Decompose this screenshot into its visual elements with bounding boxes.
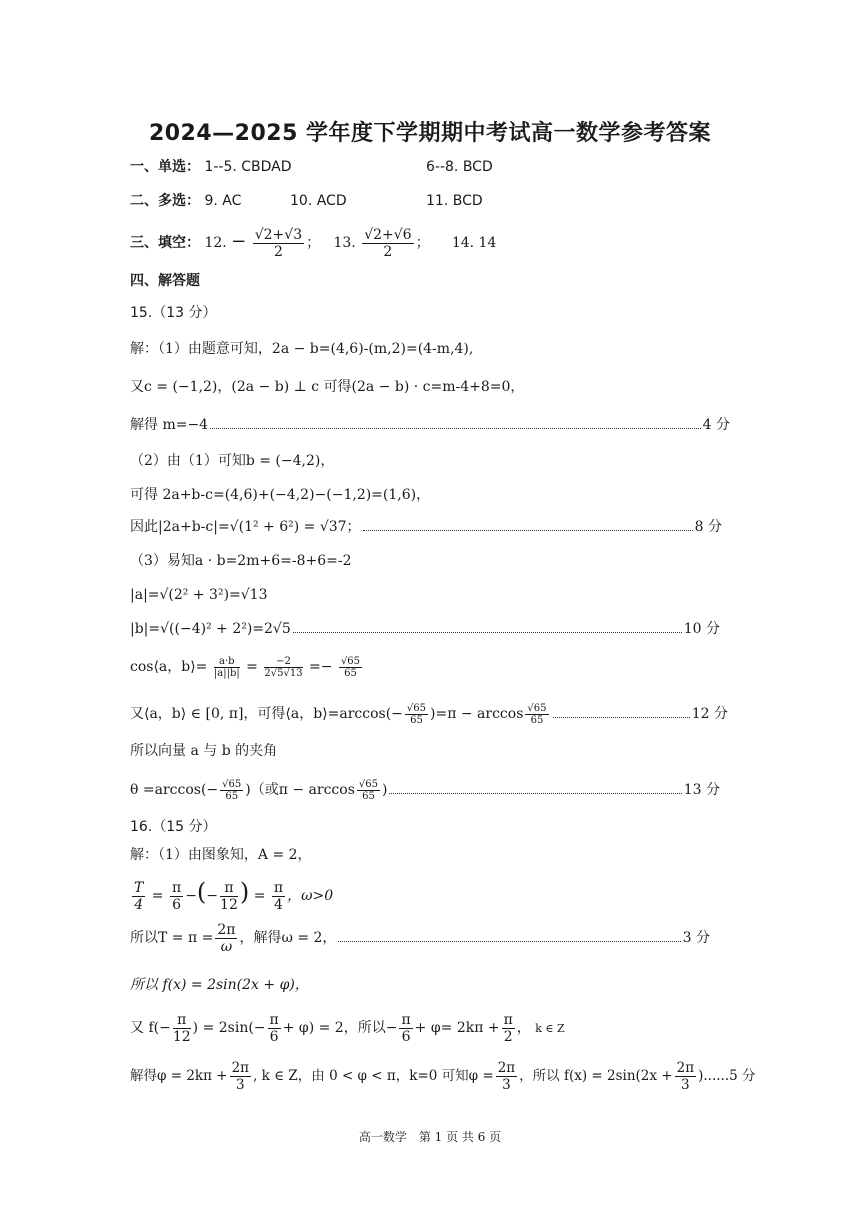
text: )=π − arccos — [430, 706, 524, 722]
text: ，解得ω = 2， — [239, 930, 337, 946]
fraction — [215, 922, 237, 955]
text: 又⟨a，b⟩ ∈ [0, π]，可得⟨a，b⟩=arccos(− — [130, 706, 403, 722]
q15-line: （2）由（1）可知b = (−4,2)， — [130, 453, 335, 469]
numerator: π — [273, 879, 284, 896]
denominator: 6 — [269, 1028, 279, 1045]
denominator: 65 — [362, 790, 375, 802]
text: + φ) = 2，所以− — [282, 1020, 398, 1036]
fraction — [264, 656, 302, 679]
q15-line: （3）易知a · b=2m+6=-8+6=-2 — [130, 553, 352, 569]
fraction — [272, 880, 285, 913]
text: = — [253, 888, 266, 904]
q15-line-score — [130, 700, 728, 728]
fraction — [170, 880, 183, 913]
text: ， — [516, 1020, 531, 1036]
fraction — [214, 656, 240, 679]
score: 4 分 — [702, 417, 730, 433]
numerator: π — [269, 1011, 279, 1028]
denominator: 6 — [172, 896, 182, 913]
step-text — [130, 700, 551, 728]
answer-9: 9. AC — [204, 193, 242, 209]
fraction — [525, 703, 548, 726]
fraction — [357, 779, 380, 802]
numerator: √65 — [358, 778, 378, 790]
denominator: 2 — [503, 1028, 513, 1045]
fraction — [496, 1060, 517, 1093]
numerator: √65 — [527, 702, 547, 714]
q15-line: 又c = (−1,2)，(2a − b) ⊥ c 可得(2a − b) · c=m-4+8=0， — [130, 379, 525, 395]
q15-line: 可得 2a+b-c=(4,6)+(−4,2)−(−1,2)=(1,6)， — [130, 487, 431, 503]
score: 10 分 — [683, 621, 720, 637]
denominator: 2√5√13 — [264, 667, 303, 679]
text: , k ∈ Z，由 0 < φ < π，k=0 可知φ = — [253, 1068, 494, 1084]
answer-12-fraction — [253, 227, 304, 260]
fraction — [230, 1060, 251, 1093]
denominator: |a||b| — [213, 667, 240, 679]
score: ......5 分 — [703, 1068, 756, 1084]
text: ) — [698, 1068, 704, 1084]
step-text: |b|=√((−4)² + 2²)=2√5 — [130, 621, 291, 637]
step-text — [130, 920, 336, 956]
fraction — [399, 1012, 412, 1045]
denominator: 65 — [344, 667, 357, 679]
fraction — [220, 880, 238, 913]
q15-line: |a|=√(2² + 3²)=√13 — [130, 587, 268, 603]
numerator: 2π — [217, 921, 236, 938]
numerator: 2π — [497, 1060, 516, 1076]
text: ) = 2sin(− — [192, 1020, 266, 1036]
numerator: √65 — [222, 778, 242, 790]
denominator: 6 — [401, 1028, 411, 1045]
q16-period-line: $\frac{T}{4}$ = $\frac{\pi}{6}$ −(− $\frac{\pi}{12}$ ) = $\frac{\pi}{4}$ ，ω>0 — [134, 878, 334, 913]
q15-line-score — [130, 620, 720, 638]
fraction — [502, 1012, 515, 1045]
leader-dots — [389, 793, 681, 794]
text: + φ= 2kπ + — [414, 1020, 500, 1036]
step-text: 因此|2a+b-c|=√(1² + 6²) = √37； — [130, 519, 361, 535]
fraction — [268, 1012, 281, 1045]
answer-1-5: 1--5. CBDAD — [204, 159, 292, 175]
denominator: 12 — [172, 1028, 191, 1045]
numerator: π — [401, 1011, 411, 1028]
answer-11: 11. BCD — [426, 193, 483, 209]
score: 13 分 — [683, 782, 720, 798]
text: k ∈ Z — [535, 1022, 565, 1035]
section-label: 二、多选： — [130, 193, 200, 209]
denominator: 3 — [502, 1077, 511, 1093]
q15-heading: 15.（13 分） — [130, 305, 217, 321]
answer-14: 14. 14 — [451, 235, 497, 251]
score: 3 分 — [682, 930, 710, 946]
leader-dots — [553, 717, 690, 718]
numerator: π — [503, 1011, 513, 1028]
fraction — [405, 703, 428, 726]
numerator: 2π — [676, 1060, 695, 1076]
section-single-choice — [130, 158, 493, 176]
leader-dots — [293, 632, 682, 633]
numerator: π — [173, 1012, 191, 1029]
numerator: 2π — [231, 1060, 250, 1076]
text: ) — [382, 782, 388, 798]
denominator: 3 — [236, 1077, 245, 1093]
step-text: 解得 m=−4 — [130, 417, 209, 433]
fraction — [339, 656, 362, 679]
text: ，所以 f(x) = 2sin(2x + — [519, 1068, 673, 1084]
denominator: 2 — [273, 243, 283, 260]
leader-dots — [210, 428, 701, 429]
q16-line: 解：（1）由图象知，A = 2， — [130, 847, 312, 863]
section-label: 三、填空： — [130, 235, 200, 251]
page-footer: 高一数学 第 1 页 共 6 页 — [358, 1130, 502, 1144]
denominator: 4 — [274, 896, 283, 913]
fraction — [132, 880, 145, 913]
q15-line: 所以向量 a 与 b 的夹角 — [130, 743, 278, 759]
step-text: cos⟨a，b⟩= — [130, 659, 208, 675]
leader-dots — [338, 941, 680, 942]
answer-13-fraction — [362, 227, 413, 260]
denominator: 12 — [220, 896, 238, 913]
numerator: π — [220, 880, 238, 897]
numerator: √2+√3 — [254, 226, 303, 243]
q16-heading: 16.（15 分） — [130, 819, 217, 835]
text: 又 f(− — [130, 1020, 171, 1036]
minus-sign: − — [231, 231, 247, 252]
denominator: 65 — [225, 790, 239, 802]
answer-6-8: 6--8. BCD — [426, 159, 493, 175]
denominator: 3 — [681, 1077, 690, 1093]
leader-dots — [363, 530, 693, 531]
score: 8 分 — [694, 519, 722, 535]
q15-line-score — [130, 416, 730, 434]
answer-13-label: 13. — [333, 235, 356, 251]
numerator: −2 — [264, 656, 302, 668]
section-label: 一、单选： — [130, 159, 200, 175]
q15-line-score — [130, 776, 720, 804]
step-text — [130, 776, 387, 804]
section-fill-blank: 三、填空： 12. − $\frac{√2+√3}{2}$ ； 13. $\frac{√2+√6}{2}$ ； 14. 14 — [130, 226, 497, 260]
text: θ =arccos(− — [130, 782, 219, 798]
denominator: 65 — [410, 714, 423, 726]
fraction — [220, 779, 243, 802]
denominator: 2 — [383, 243, 393, 260]
denominator: 65 — [530, 714, 544, 726]
numerator: √65 — [340, 655, 361, 667]
numerator: π — [171, 879, 182, 896]
text: = — [151, 888, 164, 904]
fraction — [675, 1060, 696, 1093]
q15-cos-line: cos⟨a，b⟩= $\frac{a\cdot b}{|a||b|}$ = $\frac{-2}{2√5√13}$ =− $\frac{√65}{65}$ — [130, 655, 361, 679]
q16-solution-line — [130, 1058, 756, 1094]
numerator: a·b — [214, 656, 240, 668]
numerator: √65 — [406, 702, 427, 714]
denominator: ω — [220, 938, 233, 955]
page-title: 2024—2025 学年度下学期期中考试高一数学参考答案 — [148, 121, 712, 146]
answer-12-label: 12. — [204, 235, 227, 251]
denominator: 4 — [134, 896, 144, 913]
q15-line-score — [130, 518, 722, 536]
text: 所以T = π = — [130, 930, 214, 946]
section-multi-choice — [130, 192, 483, 210]
numerator: √2+√6 — [364, 226, 412, 243]
text: 解得φ = 2kπ + — [130, 1068, 228, 1084]
score: 12 分 — [691, 706, 728, 722]
section-solutions-label: 四、解答题 — [130, 273, 200, 289]
fraction — [173, 1012, 191, 1045]
q16-line-score — [130, 920, 710, 956]
q16-condition-line — [130, 1010, 565, 1047]
text: )（或π − arccos — [245, 782, 355, 798]
numerator: T — [134, 879, 144, 896]
answer-10: 10. ACD — [290, 193, 347, 209]
q16-line: 所以 f(x) = 2sin(2x + φ)， — [130, 977, 309, 993]
text: ，ω>0 — [287, 888, 334, 904]
q15-line: 解：（1）由题意可知，2a − b=(4,6)-(m,2)=(4-m,4), — [130, 341, 474, 357]
